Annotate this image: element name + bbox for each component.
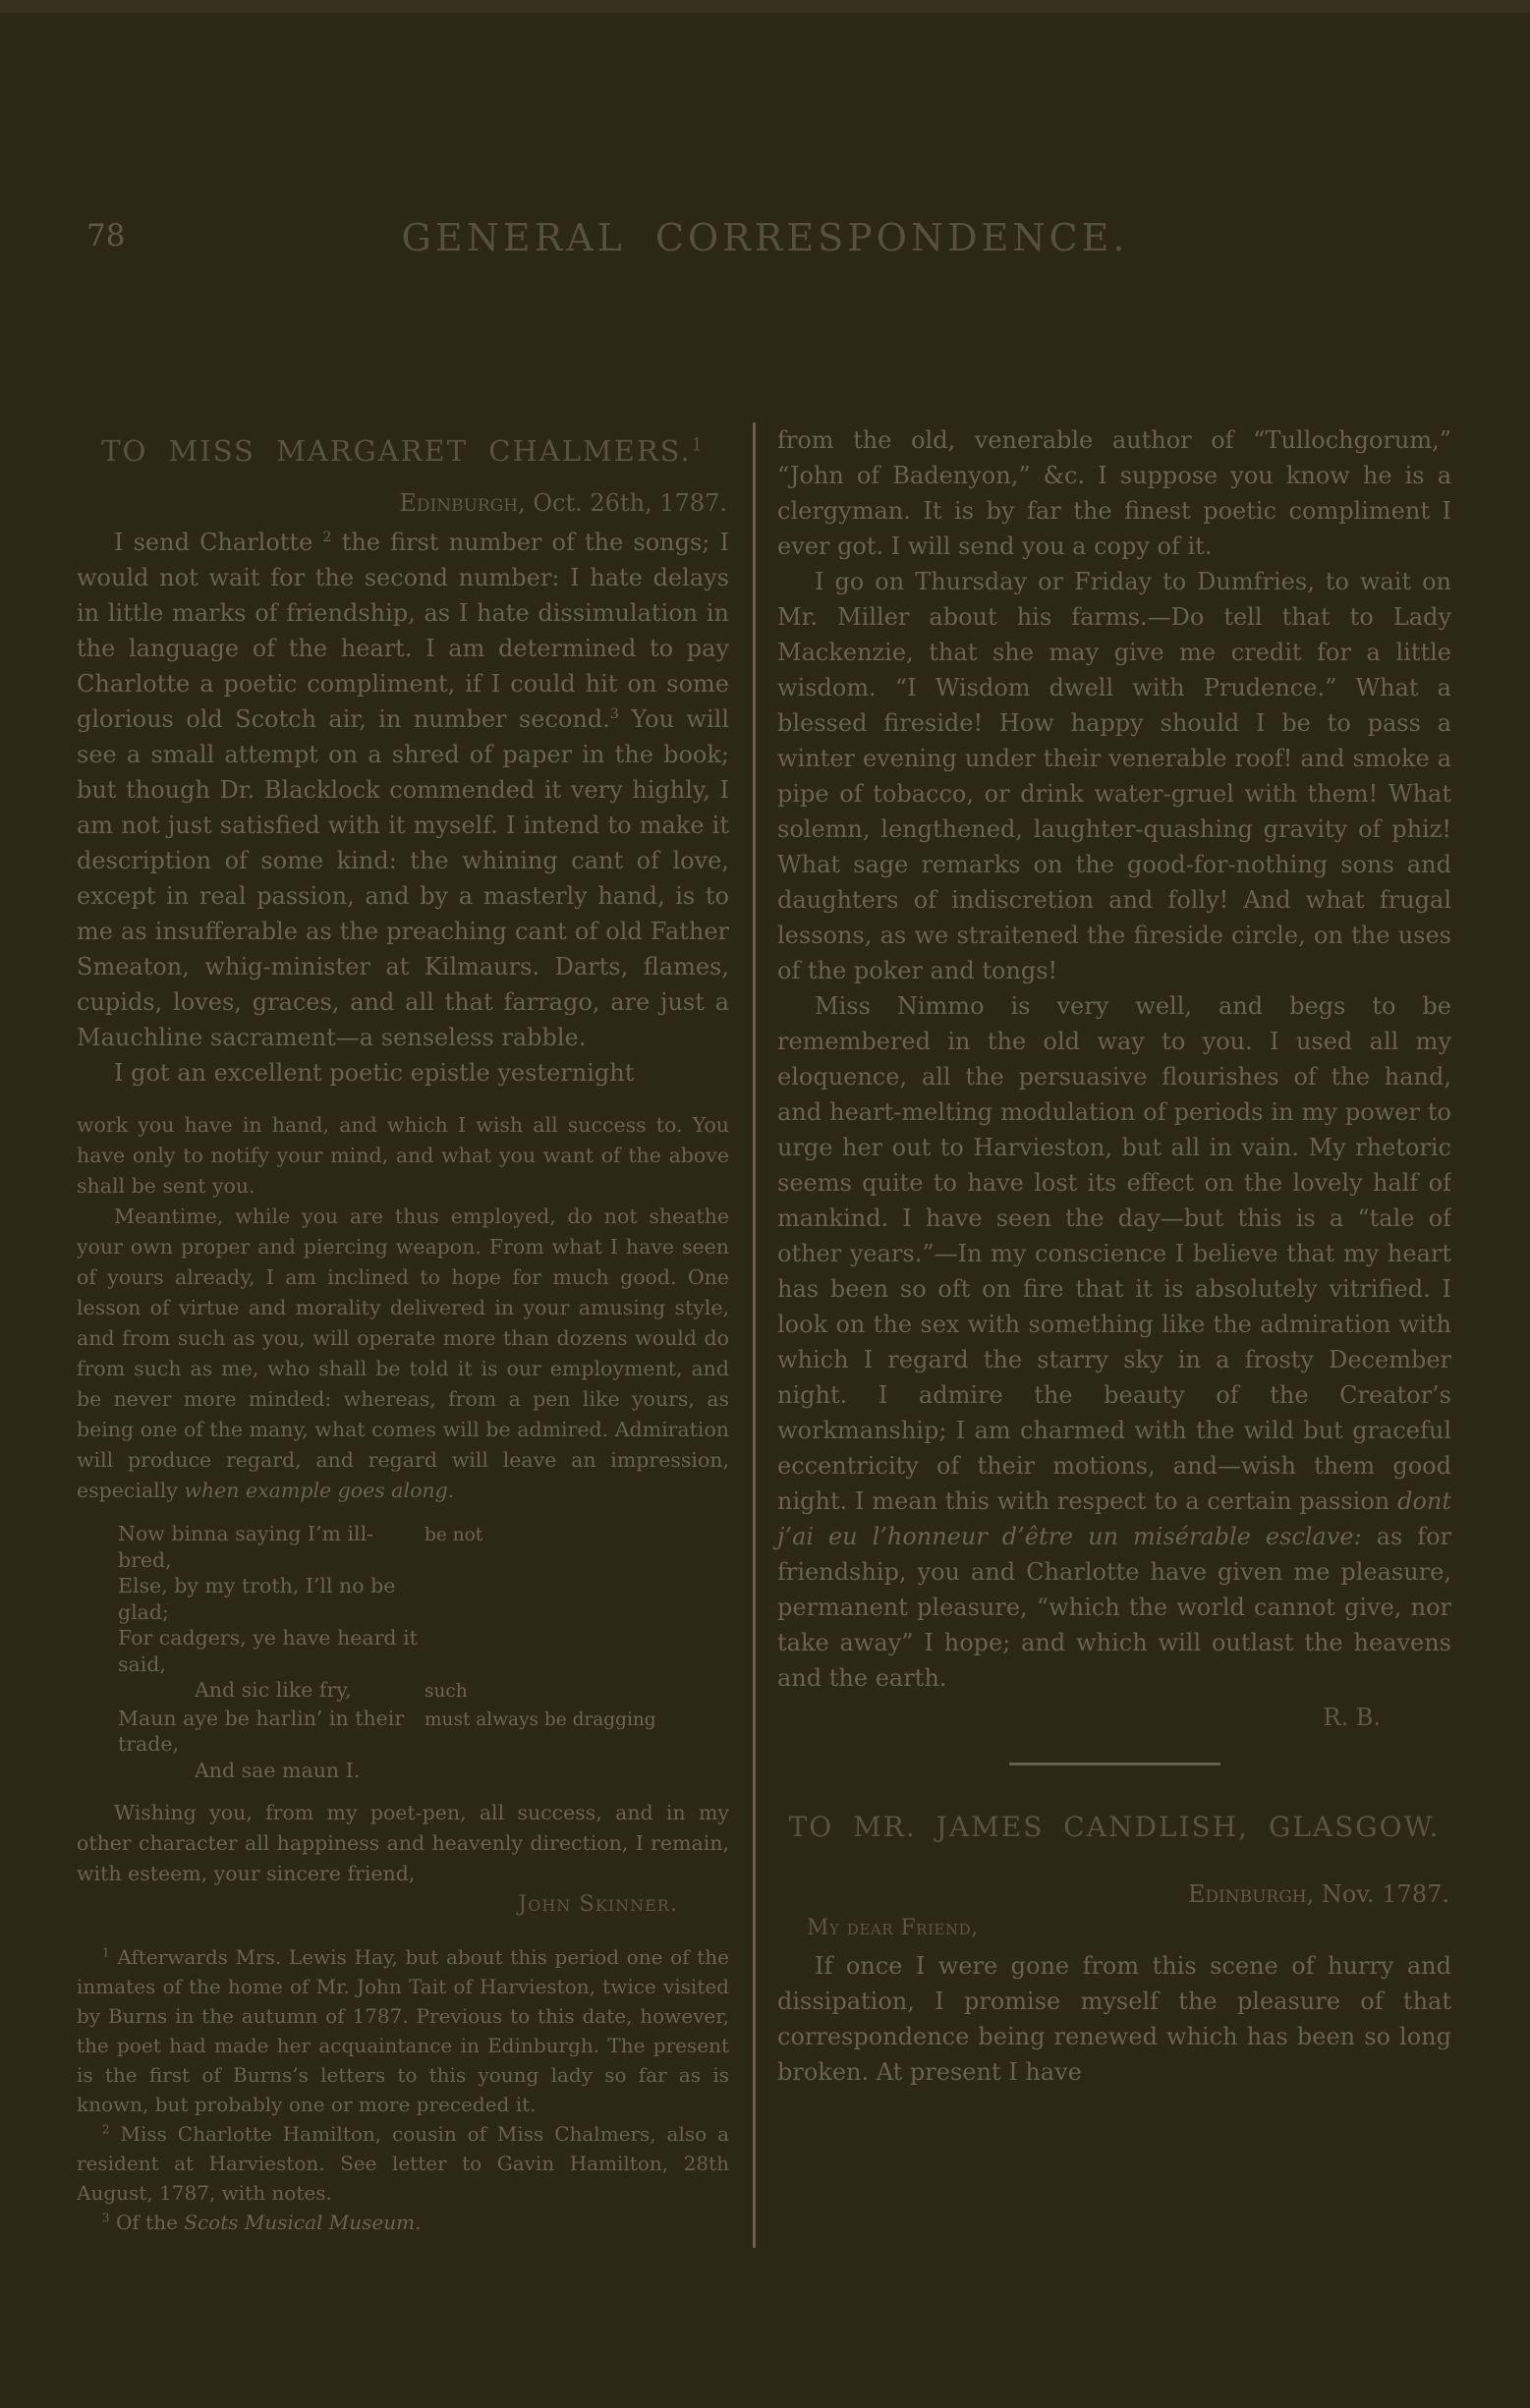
poem-line: And sic like fry, xyxy=(195,1678,352,1702)
two-column-text-area xyxy=(77,422,1451,2408)
quoted-paragraph: Meantime, while you are thus employed, do not sheathe your own proper and piercing weapon. From what I have seen of yours already, I am inclined to hope for much good. One lesson of virtue and morality delivered in your amusing style, and from such as you, will operate more than dozens would do from such as me, who shall be told it is our employment, and be never more minded: whereas, from a pen like yours, as being one of the many, what comes will be admired. Admiration will produce regard, and regard will leave an impression, especially when example goes along. xyxy=(77,1204,729,1502)
letter2-dateline: Edinburgh, Nov. 1787. xyxy=(1187,1880,1449,1908)
poem-line: For cadgers, ye have heard it said, xyxy=(118,1626,418,1676)
poem-line: And sae maun I. xyxy=(195,1758,361,1782)
poem-row xyxy=(118,1625,729,1677)
quoted-closing-paragraph: Wishing you, from my poet-pen, all success, and in my other character all happiness and heavenly direction, I remain, with esteem, your sincere friend, xyxy=(77,1801,729,1885)
footnote: $^1$ Afterwards Mrs. Lewis Hay, but about this period one of the inmates of the home of Mr. John Tait of Harvieston, twice visited by Burns in the autumn of 1787. Previous to this date, however, the poet had made her acquaintance in Edinburgh. The present is the first of Burns’s letters to this young lady so far as is known, but probably one or more preceded it. xyxy=(77,1945,729,2116)
column-divider-rule xyxy=(753,422,756,2248)
poem-row xyxy=(118,1758,729,1784)
signature-rb: R. B. xyxy=(1323,1704,1381,1731)
right-column xyxy=(777,422,1451,2408)
footnote: $^2$ Miss Charlotte Hamilton, cousin of Miss Chalmers, also a resident at Harvieston. See letter to Gavin Hamilton, 28th August, 1787, with notes. xyxy=(77,2122,729,2205)
letter1-continuation-paragraph: Miss Nimmo is very well, and begs to be remembered in the old way to you. I used all my eloquence, all the persuasive flourishes of the hand, and heart-melting modulation of periods in my power to urge her out to Harvieston, but all in vain. My rhetoric seems quite to have lost its effect on the lovely half of mankind. I have seen the day—but this is a “tale of other years.”—In my conscience I believe that my heart has been so oft on fire that it is absolutely vitrified. I look on the sex with something like the admiration with which I regard the starry sky in a frosty December night. I admire the beauty of the Creator’s workmanship; I am charmed with the wild but graceful eccentricity of their motions, and—wish them good night. I mean this with respect to a certain passion dont j’ai eu l’honneur d’être un misérable esclave: as for friendship, you and Charlotte have given me pleasure, permanent pleasure, “which the world cannot give, nor take away” I hope; and which will outlast the heavens and the earth. xyxy=(777,992,1451,1692)
poem-line: Else, by my troth, I’ll no be glad; xyxy=(118,1574,396,1624)
footnotes-block xyxy=(77,1942,729,2237)
signature-john-skinner: John Skinner. xyxy=(518,1891,678,1917)
quoted-letter-block xyxy=(77,1110,729,1917)
poem-row xyxy=(118,1677,729,1706)
letter1-paragraph: I got an excellent poetic epistle yesternight xyxy=(114,1059,635,1087)
page-number: 78 xyxy=(86,218,126,253)
poem-block xyxy=(118,1521,729,1783)
section-divider-rule xyxy=(1009,1763,1220,1765)
page-top-edge xyxy=(0,0,1530,13)
poem-line: Now binna saying I’m ill-bred, xyxy=(118,1522,374,1572)
letter1-continuation-paragraph: from the old, venerable author of “Tullochgorum,” “John of Badenyon,” &c. I suppose you know he is a clergyman. It is by far the finest poetic compliment I ever got. I will send you a copy of it. xyxy=(777,426,1451,560)
letter1-continuation-paragraph: I go on Thursday or Friday to Dumfries, to wait on Mr. Miller about his farms.—Do tell that to Lady Mackenzie, that she may give me credit for a little wisdom. “I Wisdom dwell with Prudence.” What a blessed fireside! How happy should I be to pass a winter evening under their venerable roof! and smoke a pipe of tobacco, or drink water-gruel with them! What solemn, lengthened, laughter-quashing gravity of phiz! What sage remarks on the good-for-nothing sons and daughters of indiscretion and folly! And what frugal lessons, as we straitened the fireside circle, on the uses of the poker and tongs! xyxy=(777,568,1451,984)
page-header-title: GENERAL CORRESPONDENCE. xyxy=(401,216,1129,259)
poem-gloss: be not xyxy=(425,1525,483,1545)
poem-row xyxy=(118,1706,729,1758)
poem-gloss: such xyxy=(425,1681,468,1702)
poem-gloss: must always be dragging xyxy=(425,1708,656,1730)
letter2-salutation: My dear Friend, xyxy=(807,1916,979,1940)
letter1-dateline: Edinburgh, Oct. 26th, 1787. xyxy=(399,489,727,517)
letter1-paragraph: I send Charlotte $^2$ the first number of the songs; I would not wait for the second number: I hate delays in little marks of friendship, as I hate dissimulation in the language of the heart. I am determined to pay Charlotte a poetic compliment, if I could hit on some glorious old Scotch air, in number second.$^3$ You will see a small attempt on a shred of paper in the book; but though Dr. Blacklock commended it very highly, I am not just satisfied with it myself. I intend to make it description of some kind: the whining cant of love, except in real passion, and by a masterly hand, is to me as insufferable as the preaching cant of old Father Smeaton, whig-minister at Kilmaurs. Darts, flames, cupids, loves, graces, and all that farrago, are just a Mauchline sacrament—a senseless rabble. xyxy=(77,529,729,1051)
letter2-heading: TO MR. JAMES CANDLISH, GLASGOW. xyxy=(788,1811,1441,1843)
letter2-paragraph: If once I were gone from this scene of hurry and dissipation, I promise myself the pleasure of that correspondence being renewed which has been so long broken. At present I have xyxy=(777,1952,1451,2086)
quoted-paragraph: work you have in hand, and which I wish all success to. You have only to notify your mind, and what you want of the above shall be sent you. xyxy=(77,1113,729,1198)
left-column xyxy=(77,422,729,2408)
poem-row xyxy=(118,1521,729,1573)
poem-row xyxy=(118,1573,729,1625)
poem-line: Maun aye be harlin’ in their trade, xyxy=(118,1706,405,1756)
letter1-heading: TO MISS MARGARET CHALMERS.$^1$ xyxy=(101,434,705,468)
footnote: $^3$ Of the Scots Musical Museum. xyxy=(102,2211,422,2234)
